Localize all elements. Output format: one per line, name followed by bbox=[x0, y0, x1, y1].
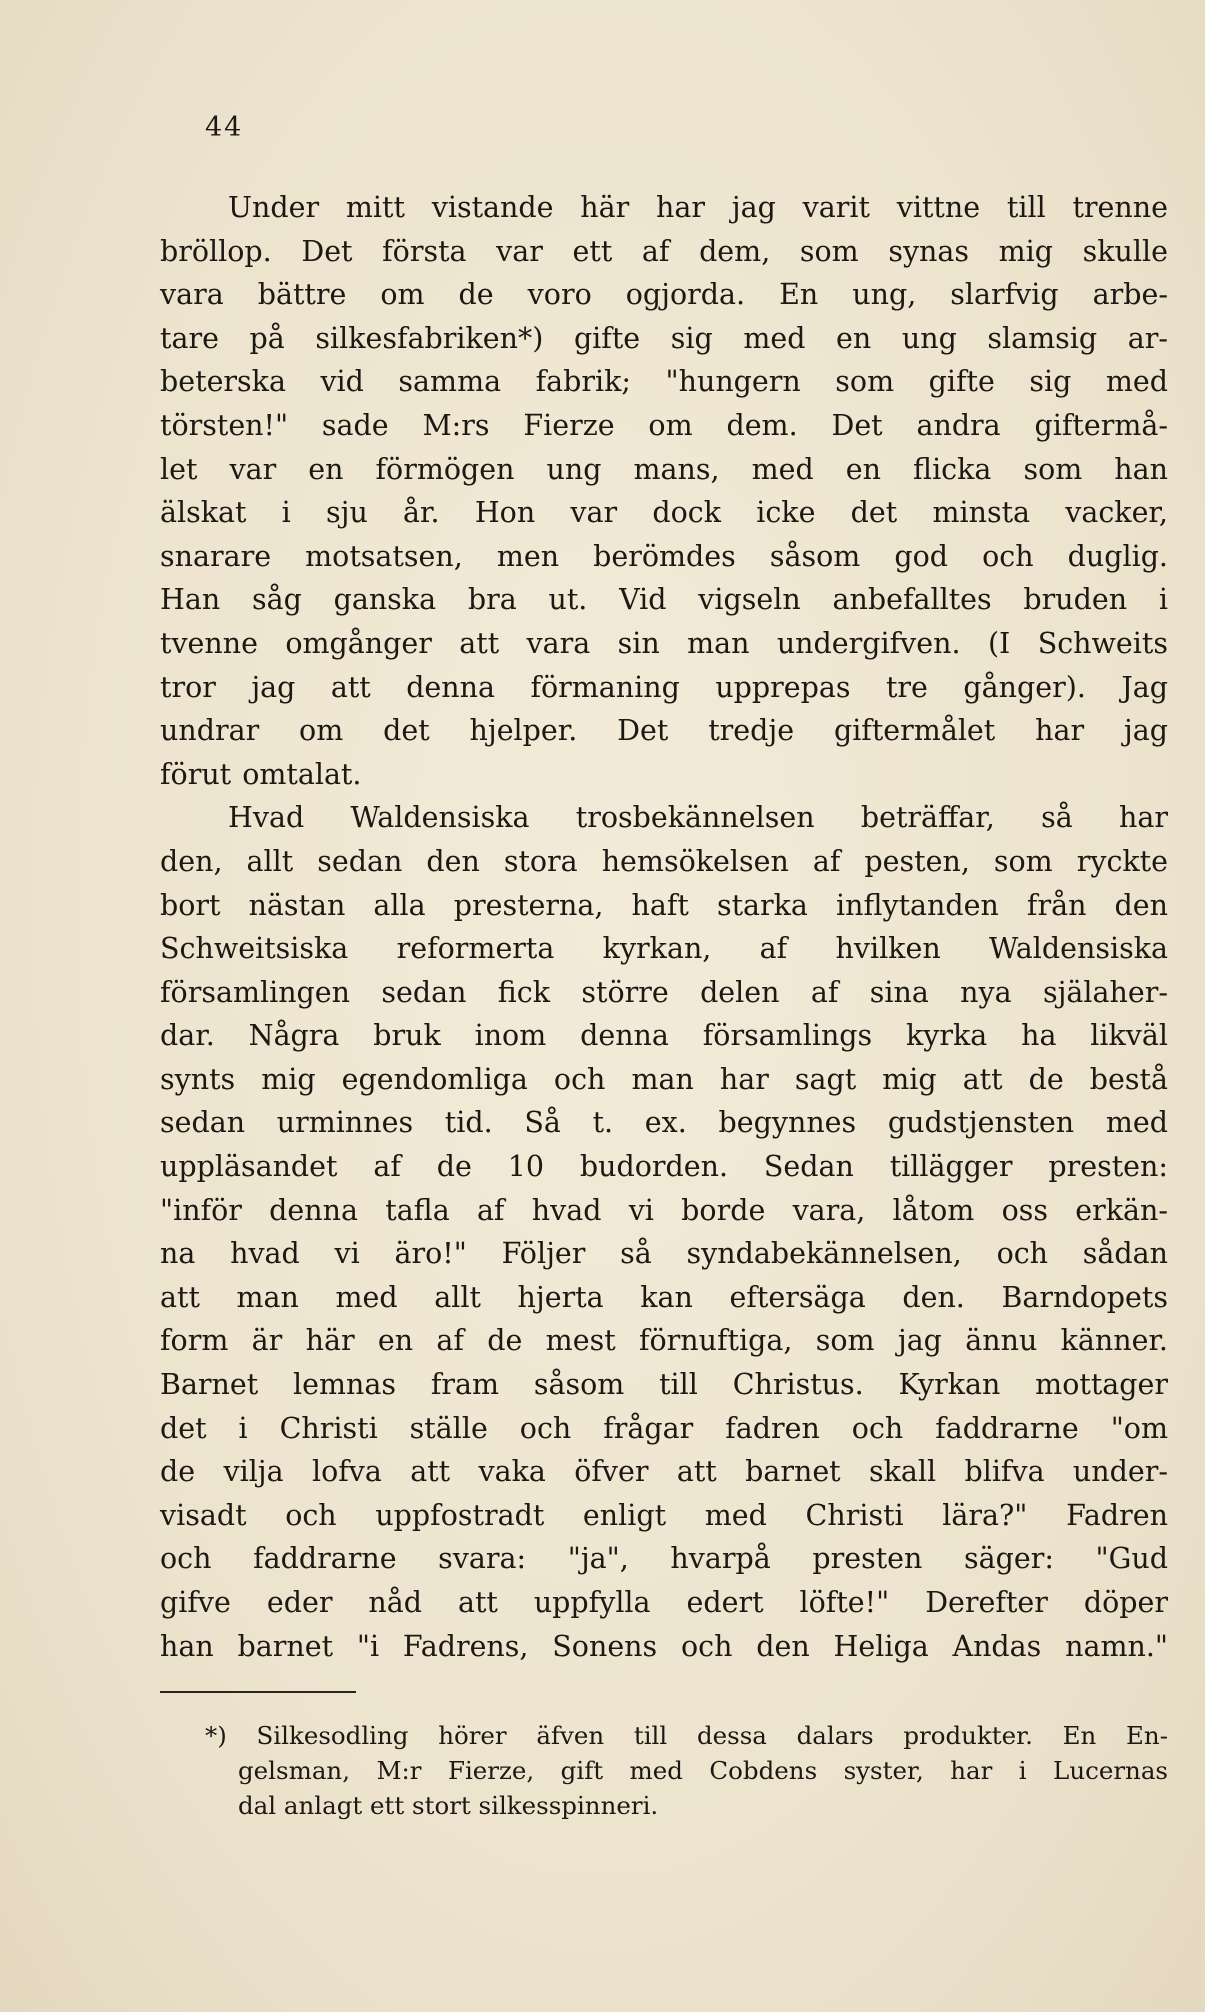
text-line: han barnet "i Fadrens, Sonens och den Heliga Andas namn." bbox=[160, 1629, 1168, 1663]
text-line: törsten!" sade M:rs Fierze om dem. Det andra giftermå- bbox=[160, 408, 1168, 442]
text-line: tror jag att denna förmaning upprepas tre gånger). Jag bbox=[160, 670, 1168, 704]
text-line: Hvad Waldensiska trosbekännelsen beträffar, så har bbox=[228, 801, 1168, 835]
paragraph-waldensian-church bbox=[160, 796, 1168, 1668]
text-line: form är här en af de mest förnuftiga, som jag ännu känner. bbox=[160, 1324, 1168, 1358]
text-line: gifve eder nåd att uppfylla edert löfte!" Derefter döper bbox=[160, 1586, 1168, 1619]
text-line: dar. Några bruk inom denna församlings kyrka ha likväl bbox=[160, 1019, 1168, 1053]
footnote-line: gelsman, M:r Fierze, gift med Cobdens syster, har i Lucernas bbox=[238, 1756, 1168, 1785]
footnote-line: dal anlagt ett stort silkesspinneri. bbox=[238, 1791, 659, 1820]
text-line: Under mitt vistande här har jag varit vittne till trenne bbox=[228, 191, 1168, 224]
text-line: älskat i sju år. Hon var dock icke det minsta vacker, bbox=[160, 496, 1168, 530]
paragraph-weddings bbox=[160, 186, 1168, 796]
text-line: tare på silkesfabriken*) gifte sig med en ung slamsig ar- bbox=[160, 321, 1168, 355]
text-line: de vilja lofva att vaka öfver att barnet skall blifva under- bbox=[160, 1455, 1168, 1489]
text-line: let var en förmögen ung mans, med en flicka som han bbox=[160, 452, 1168, 486]
text-line: det i Christi ställe och frågar fadren och faddrarne "om bbox=[160, 1411, 1168, 1445]
page-number: 44 bbox=[205, 112, 244, 143]
text-line: uppläsandet af de 10 budorden. Sedan tillägger presten: bbox=[160, 1150, 1168, 1184]
text-line: "inför denna tafla af hvad vi borde vara, låtom oss erkän- bbox=[160, 1193, 1168, 1227]
text-line: sedan urminnes tid. Så t. ex. begynnes gudstjensten med bbox=[160, 1106, 1168, 1140]
text-line: bröllop. Det första var ett af dem, som synas mig skulle bbox=[160, 234, 1168, 268]
text-line: beterska vid samma fabrik; "hungern som gifte sig med bbox=[160, 365, 1168, 399]
footnote-line: *) Silkesodling hörer äfven till dessa dalars produkter. En En- bbox=[205, 1721, 1168, 1750]
text-line: visadt och uppfostradt enligt med Christi lära?" Fadren bbox=[160, 1498, 1168, 1532]
text-line: och faddrarne svara: "ja", hvarpå presten säger: "Gud bbox=[160, 1542, 1168, 1576]
text-line: Han såg ganska bra ut. Vid vigseln anbefalltes bruden i bbox=[160, 583, 1168, 617]
text-line: undrar om det hjelper. Det tredje giftermålet har jag bbox=[160, 714, 1168, 748]
text-line: tvenne omgånger att vara sin man undergifven. (I Schweits bbox=[160, 626, 1168, 660]
text-line: församlingen sedan fick större delen af sina nya själaher- bbox=[160, 975, 1168, 1009]
text-line: den, allt sedan den stora hemsökelsen af pesten, som ryckte bbox=[160, 844, 1168, 878]
text-line: synts mig egendomliga och man har sagt mig att de bestå bbox=[160, 1062, 1168, 1096]
text-line: bort nästan alla presterna, haft starka inflytanden från den bbox=[160, 888, 1168, 922]
text-line: förut omtalat. bbox=[160, 757, 362, 791]
text-line: att man med allt hjerta kan eftersäga den. Barndopets bbox=[160, 1280, 1168, 1314]
footnote bbox=[205, 1718, 1168, 1823]
text-line: snarare motsatsen, men berömdes såsom god och duglig. bbox=[160, 539, 1168, 573]
text-line: vara bättre om de voro ogjorda. En ung, slarfvig arbe- bbox=[160, 278, 1168, 312]
text-line: na hvad vi äro!" Följer så syndabekännelsen, och sådan bbox=[160, 1237, 1168, 1271]
text-line: Barnet lemnas fram såsom till Christus. Kyrkan mottager bbox=[160, 1368, 1168, 1402]
body-text bbox=[160, 186, 1168, 1668]
text-line: Schweitsiska reformerta kyrkan, af hvilken Waldensiska bbox=[160, 932, 1168, 966]
footnote-divider bbox=[160, 1691, 356, 1693]
